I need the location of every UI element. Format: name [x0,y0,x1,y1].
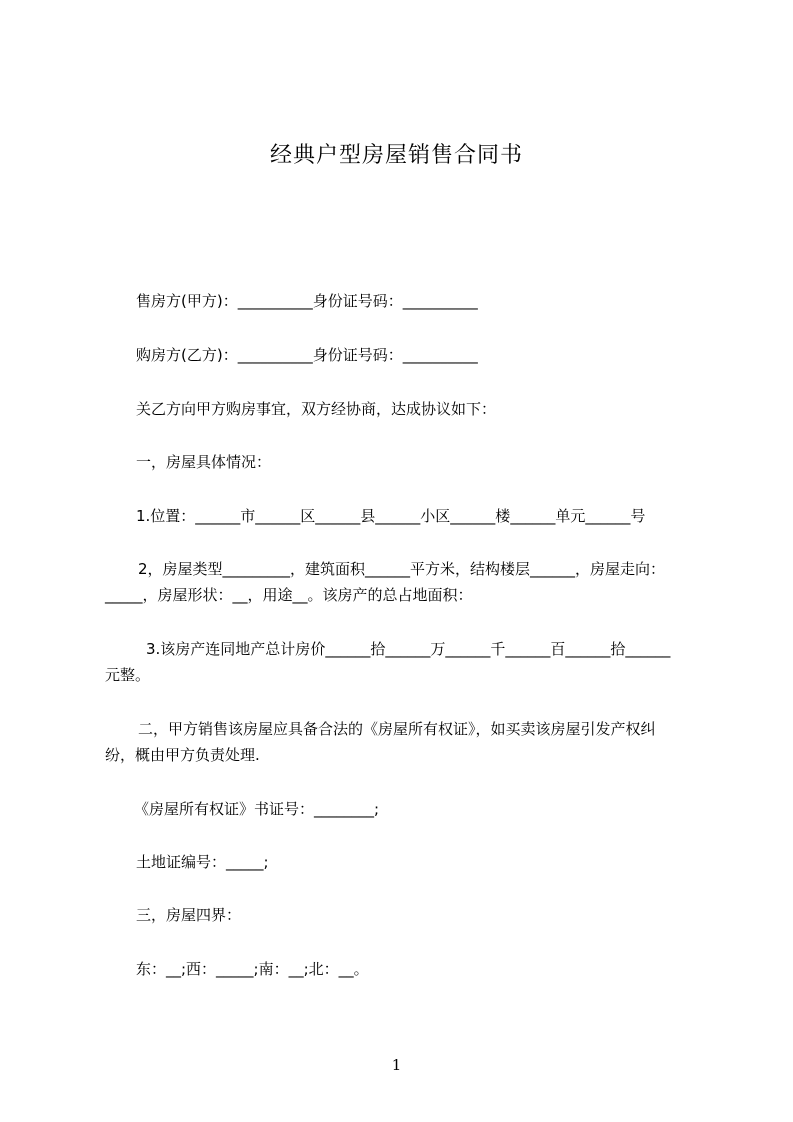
intro-paragraph: 关乙方向甲方购房事宜，双方经协商，达成协议如下： [136,400,497,418]
land-certificate-line: 土地证编号：_____; [136,853,269,871]
item-3-line-2: 元整。 [105,666,151,684]
document-title: 经典户型房屋销售合同书 [269,143,523,168]
boundaries-line: 东：__;西：_____;南：__;北：__。 [136,960,369,978]
section-2-line-1: 二，甲方销售该房屋应具备合法的《房屋所有权证》，如买卖该房屋引发产权纠 [138,720,656,738]
item-2-line-2: _____，房屋形状：__，用途__。该房产的总占地面积： [105,586,473,604]
section-2-line-2: 纷，概由甲方负责处理. [105,746,260,764]
item-1-location: 1.位置：______市______区______县______小区______楼______单元______号 [136,507,646,525]
item-2-line-1: 2，房屋类型_________，建筑面积______平方米，结构楼层______，房屋走向： [138,560,666,578]
seller-line: 售房方(甲方)：__________身份证号码：__________ [136,292,478,310]
buyer-line: 购房方(乙方)：__________身份证号码：__________ [136,346,478,364]
section-3-heading: 三，房屋四界： [136,906,242,924]
page-number: 1 [391,1056,402,1074]
certificate-number-line: 《房屋所有权证》书证号：________; [134,800,380,818]
section-1-heading: 一，房屋具体情况： [136,453,272,471]
item-3-line-1: 3.该房产连同地产总计房价______拾______万______千______百______拾______ [146,640,671,658]
